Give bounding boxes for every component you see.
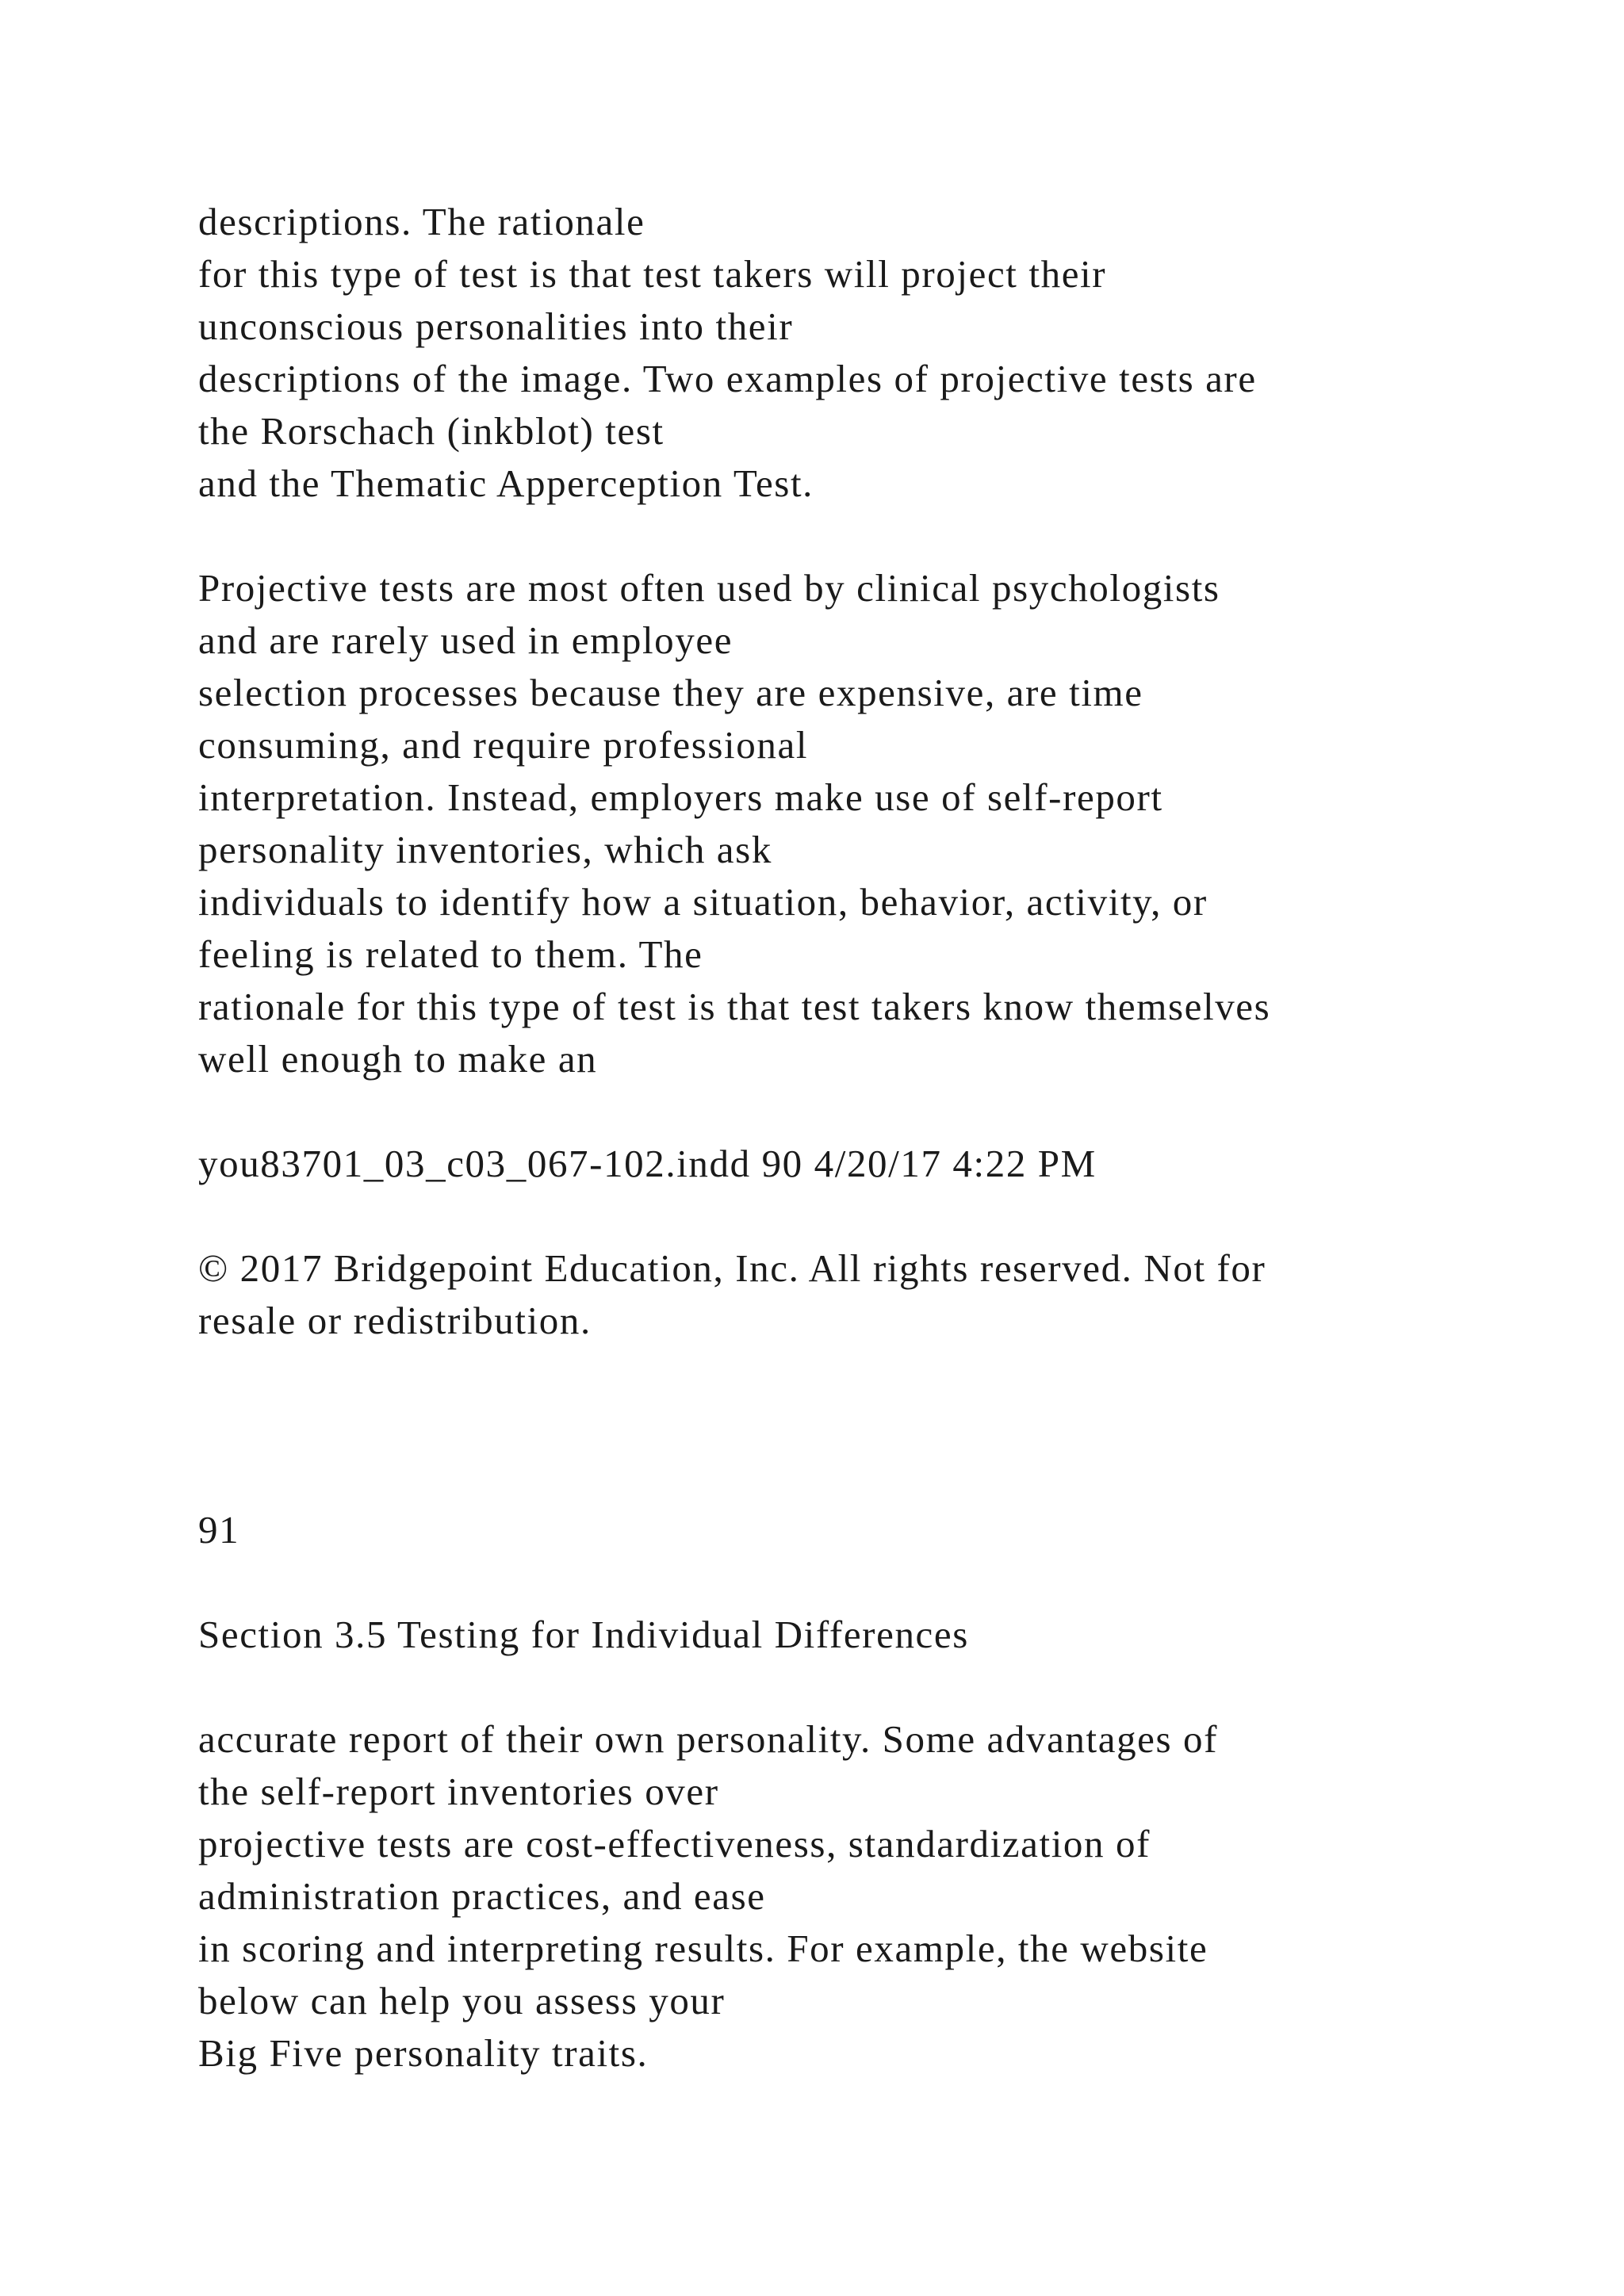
text-line: Big Five personality traits. [198,2031,649,2075]
text-line: for this type of test is that test takers will project their [198,252,1107,296]
text-line: feeling is related to them. The [198,932,703,976]
text-line: rationale for this type of test is that test takers know themselves [198,985,1271,1028]
text-line: unconscious personalities into their [198,304,794,348]
page-number: 91 [198,1508,240,1552]
text-line: the Rorschach (inkblot) test [198,409,665,453]
text-line: consuming, and require professional [198,723,809,767]
copyright-line: © 2017 Bridgepoint Education, Inc. All rights reserved. Not for [198,1246,1266,1290]
text-line: selection processes because they are expensive, are time [198,671,1143,714]
text-line: interpretation. Instead, employers make use of self-report [198,775,1163,819]
text-line: in scoring and interpreting results. For example, the website [198,1927,1208,1970]
section-heading: Section 3.5 Testing for Individual Differences [198,1613,969,1656]
text-line: well enough to make an [198,1037,598,1081]
text-line: descriptions of the image. Two examples of projective tests are [198,357,1257,400]
text-line: projective tests are cost-effectiveness, standardization of [198,1822,1151,1866]
text-line: accurate report of their own personality. Some advantages of [198,1717,1219,1761]
text-line: and the Thematic Apperception Test. [198,461,814,505]
text-line: the self-report inventories over [198,1770,719,1813]
copyright-line: resale or redistribution. [198,1299,592,1342]
text-line: descriptions. The rationale [198,200,645,243]
text-line: Projective tests are most often used by clinical psychologists [198,566,1220,610]
text-line: below can help you assess your [198,1979,726,2022]
text-line: and are rarely used in employee [198,618,733,662]
text-line: individuals to identify how a situation, behavior, activity, or [198,880,1208,924]
text-line: administration practices, and ease [198,1874,766,1918]
file-info-line: you83701_03_c03_067-102.indd 90 4/20/17 4:22 PM [198,1142,1097,1185]
text-line: personality inventories, which ask [198,828,772,871]
